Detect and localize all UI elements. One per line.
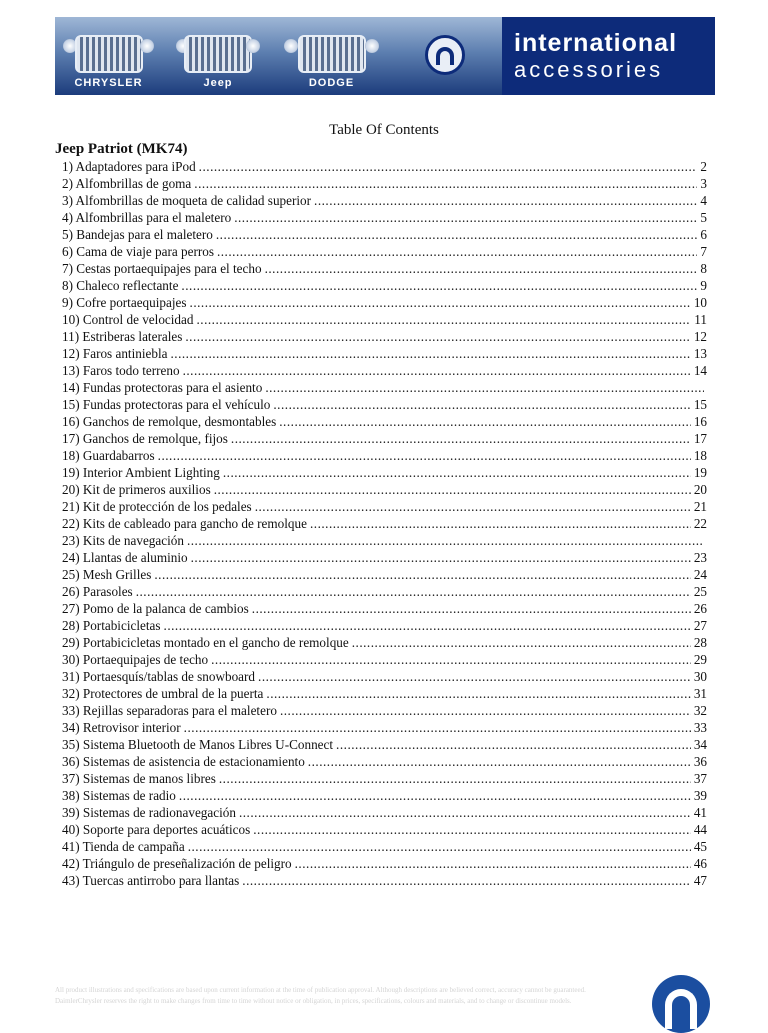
toc-entry-page: 33 — [693, 720, 707, 735]
toc-entry-page: 37 — [693, 771, 707, 786]
toc-entry-page: 32 — [693, 703, 707, 718]
toc-entry-label: 3) Alfombrillas de moqueta de calidad superior — [62, 193, 312, 208]
toc-entry[interactable] — [62, 260, 707, 277]
toc-entry-label: 26) Parasoles — [62, 584, 133, 599]
toc-entry-page: 46 — [693, 856, 707, 871]
toc-entry-page — [704, 532, 707, 549]
toc-entry[interactable] — [62, 600, 707, 617]
toc-entry[interactable] — [62, 158, 707, 175]
toc-entry-page: 21 — [693, 499, 707, 514]
toc-entry-label: 6) Cama de viaje para perros — [62, 244, 214, 259]
toc-entry[interactable] — [62, 651, 707, 668]
dot-leader — [239, 804, 691, 821]
toc-entry-page: 3 — [700, 176, 707, 191]
dot-leader — [266, 685, 690, 702]
toc-entry-label: 18) Guardabarros — [62, 448, 155, 463]
toc-entry-page: 31 — [693, 686, 707, 701]
brand-line-2: accessories — [514, 57, 664, 82]
dot-leader — [158, 447, 691, 464]
toc-entry[interactable] — [62, 549, 707, 566]
brand-block — [502, 17, 715, 95]
toc-entry-label: 22) Kits de cableado para gancho de remolque — [62, 516, 307, 531]
header-banner — [55, 17, 715, 95]
toc-entry[interactable] — [62, 379, 707, 396]
toc-entry-page: 16 — [693, 414, 707, 429]
toc-entry-page: 23 — [693, 550, 707, 565]
toc-entry-page: 20 — [693, 482, 707, 497]
toc-entry-label: 41) Tienda de campaña — [62, 839, 185, 854]
toc-entry[interactable] — [62, 447, 707, 464]
toc-entry-label: 21) Kit de protección de los pedales — [62, 499, 252, 514]
dot-leader — [184, 719, 691, 736]
toc-entry[interactable] — [62, 804, 707, 821]
toc-entry[interactable] — [62, 294, 707, 311]
toc-entry[interactable] — [62, 413, 707, 430]
grille-icon — [298, 35, 366, 73]
section-title: Jeep Patriot (MK74) — [55, 141, 188, 157]
toc-entry[interactable] — [62, 787, 707, 804]
toc-entry-page: 6 — [700, 227, 707, 242]
toc-entry-label: 31) Portaesquís/tablas de snowboard — [62, 669, 256, 684]
toc-entry[interactable] — [62, 396, 707, 413]
toc-entry[interactable] — [62, 345, 707, 362]
toc-entry-page: 14 — [693, 363, 707, 378]
dot-leader — [187, 532, 704, 549]
dot-leader — [181, 277, 697, 294]
toc-entry[interactable] — [62, 311, 707, 328]
toc-entry-label: 35) Sistema Bluetooth de Manos Libres U-Connect — [62, 737, 334, 752]
toc-entry[interactable] — [62, 277, 707, 294]
toc-entry[interactable] — [62, 872, 707, 889]
dot-leader — [196, 311, 691, 328]
toc-entry-page: 28 — [693, 635, 707, 650]
toc-entry[interactable] — [62, 634, 707, 651]
toc-entry-page: 25 — [693, 584, 707, 599]
toc-entry-label: 37) Sistemas de manos libres — [62, 771, 216, 786]
toc-entry-label: 43) Tuercas antirrobo para llantas — [62, 873, 240, 888]
toc-entry-page: 5 — [700, 210, 707, 225]
toc-entry-label: 4) Alfombrillas para el maletero — [62, 210, 232, 225]
toc-entry-page: 9 — [700, 278, 707, 293]
toc-entry[interactable] — [62, 668, 707, 685]
toc-entry-label: 13) Faros todo terreno — [62, 363, 180, 378]
dot-leader — [234, 209, 697, 226]
grille-icon — [75, 35, 143, 73]
toc-entry-label: 14) Fundas protectoras para el asiento — [62, 380, 263, 395]
toc-entry-label: 19) Interior Ambient Lighting — [62, 465, 220, 480]
mopar-logo-icon — [425, 35, 465, 75]
grille-icon — [184, 35, 252, 73]
brand-line-1: international — [514, 29, 678, 57]
dot-leader — [183, 362, 691, 379]
dot-leader — [314, 192, 697, 209]
dot-leader — [214, 481, 691, 498]
dodge-car-image — [274, 17, 389, 95]
dot-leader — [219, 770, 691, 787]
toc-entry-label: 29) Portabicicletas montado en el gancho de remolque — [62, 635, 349, 650]
dot-leader — [242, 872, 691, 889]
mopar-logo-icon — [652, 975, 710, 1033]
toc-entry-page: 17 — [693, 431, 707, 446]
toc-entry[interactable] — [62, 515, 707, 532]
toc-entry-page: 30 — [693, 669, 707, 684]
dot-leader — [252, 600, 691, 617]
chrysler-car-image — [55, 17, 162, 95]
toc-entry-page: 13 — [693, 346, 707, 361]
toc-entry-page: 10 — [693, 295, 707, 310]
headlight-icon — [246, 39, 260, 53]
toc-entry-label: 38) Sistemas de radio — [62, 788, 176, 803]
dot-leader — [185, 328, 690, 345]
headlight-icon — [284, 39, 298, 53]
dot-leader — [217, 243, 697, 260]
toc-entry-page: 15 — [693, 397, 707, 412]
toc-entry[interactable] — [62, 243, 707, 260]
dot-leader — [179, 787, 691, 804]
toc-entry-label: 27) Pomo de la palanca de cambios — [62, 601, 249, 616]
dot-leader — [170, 345, 690, 362]
toc-entry[interactable] — [62, 685, 707, 702]
toc-entry[interactable] — [62, 430, 707, 447]
toc-entry-label: 7) Cestas portaequipajes para el techo — [62, 261, 262, 276]
toc-entry[interactable] — [62, 753, 707, 770]
toc-entry-page: 41 — [693, 805, 707, 820]
page-title: Table Of Contents — [329, 122, 439, 138]
toc-entry-page: 29 — [693, 652, 707, 667]
toc-entry-label: 17) Ganchos de remolque, fijos — [62, 431, 228, 446]
toc-entry[interactable] — [62, 481, 707, 498]
toc-entry[interactable] — [62, 328, 707, 345]
toc-entry[interactable] — [62, 226, 707, 243]
toc-entry[interactable] — [62, 498, 707, 515]
toc-entry[interactable] — [62, 209, 707, 226]
toc-entry-page: 24 — [693, 567, 707, 582]
dot-leader — [352, 634, 691, 651]
disclaimer-text: All product illustrations and specifications are based upon current information at the time of publication approval. Although descriptions are believed correct, accuracy cannot be guaranteed. DaimlerChrysler reserves the right to make changes from time to time without notice or obligation, in prices, specifications, colours and materials, and to change or discontinue models. — [55, 986, 586, 1005]
toc-entry-page: 12 — [693, 329, 707, 344]
dot-leader — [223, 464, 691, 481]
toc-entry-page: 45 — [693, 839, 707, 854]
dot-leader — [280, 702, 691, 719]
headlight-icon — [140, 39, 154, 53]
jeep-car-image — [162, 17, 274, 95]
table-of-contents — [62, 158, 707, 889]
chrysler-badge: CHRYSLER — [74, 77, 143, 89]
toc-entry-label: 1) Adaptadores para iPod — [62, 159, 196, 174]
dot-leader — [164, 617, 691, 634]
mopar-car-image — [389, 17, 502, 95]
toc-entry-label: 11) Estriberas laterales — [62, 329, 183, 344]
toc-entry[interactable] — [62, 532, 707, 549]
toc-entry-label: 34) Retrovisor interior — [62, 720, 181, 735]
dot-leader — [255, 498, 691, 515]
dot-leader — [265, 379, 704, 396]
dodge-badge: DODGE — [308, 77, 355, 89]
dot-leader — [253, 821, 691, 838]
dot-leader — [188, 838, 691, 855]
toc-entry-label: 2) Alfombrillas de goma — [62, 176, 192, 191]
toc-entry-label: 5) Bandejas para el maletero — [62, 227, 213, 242]
headlight-icon — [365, 39, 379, 53]
dot-leader — [199, 158, 698, 175]
toc-entry-page: 34 — [693, 737, 707, 752]
toc-entry-label: 9) Cofre portaequipajes — [62, 295, 187, 310]
toc-entry[interactable] — [62, 736, 707, 753]
toc-entry[interactable] — [62, 566, 707, 583]
toc-entry-page: 4 — [700, 193, 707, 208]
toc-entry[interactable] — [62, 719, 707, 736]
toc-entry[interactable] — [62, 175, 707, 192]
toc-entry-label: 24) Llantas de aluminio — [62, 550, 188, 565]
toc-entry-page: 7 — [700, 244, 707, 259]
toc-entry-label: 40) Soporte para deportes acuáticos — [62, 822, 251, 837]
dot-leader — [136, 583, 691, 600]
dot-leader — [336, 736, 691, 753]
toc-entry-label: 15) Fundas protectoras para el vehículo — [62, 397, 271, 412]
toc-entry-page: 44 — [693, 822, 707, 837]
toc-entry-label: 36) Sistemas de asistencia de estacionamiento — [62, 754, 305, 769]
toc-entry-page: 22 — [693, 516, 707, 531]
dot-leader — [308, 753, 691, 770]
toc-entry[interactable] — [62, 821, 707, 838]
dot-leader — [258, 668, 691, 685]
jeep-badge: Jeep — [203, 77, 233, 89]
dot-leader — [216, 226, 698, 243]
toc-entry[interactable] — [62, 192, 707, 209]
toc-entry-label: 23) Kits de navegación — [62, 533, 184, 548]
toc-entry-label: 20) Kit de primeros auxilios — [62, 482, 211, 497]
toc-entry-label: 8) Chaleco reflectante — [62, 278, 179, 293]
toc-entry[interactable] — [62, 464, 707, 481]
dot-leader — [310, 515, 691, 532]
dot-leader — [265, 260, 698, 277]
toc-entry-page: 18 — [693, 448, 707, 463]
toc-entry-page: 47 — [693, 873, 707, 888]
dot-leader — [154, 566, 690, 583]
dot-leader — [231, 430, 691, 447]
toc-entry-page: 19 — [693, 465, 707, 480]
dot-leader — [194, 175, 697, 192]
dot-leader — [295, 855, 691, 872]
toc-entry[interactable] — [62, 583, 707, 600]
toc-entry-page: 2 — [700, 159, 707, 174]
toc-entry-page: 8 — [700, 261, 707, 276]
dot-leader — [191, 549, 691, 566]
toc-entry-label: 25) Mesh Grilles — [62, 567, 152, 582]
toc-entry[interactable] — [62, 855, 707, 872]
toc-entry[interactable] — [62, 838, 707, 855]
toc-entry[interactable] — [62, 362, 707, 379]
toc-entry-label: 30) Portaequipajes de techo — [62, 652, 209, 667]
toc-entry-label: 10) Control de velocidad — [62, 312, 194, 327]
dot-leader — [273, 396, 690, 413]
toc-entry-label: 28) Portabicicletas — [62, 618, 161, 633]
toc-entry-label: 12) Faros antiniebla — [62, 346, 168, 361]
toc-entry-page: 11 — [694, 312, 707, 327]
toc-entry-page: 27 — [693, 618, 707, 633]
toc-entry-page: 26 — [693, 601, 707, 616]
toc-entry-page: 36 — [693, 754, 707, 769]
toc-entry-label: 32) Protectores de umbral de la puerta — [62, 686, 264, 701]
toc-entry-page: 39 — [693, 788, 707, 803]
toc-entry-label: 42) Triángulo de preseñalización de peligro — [62, 856, 292, 871]
toc-entry[interactable] — [62, 702, 707, 719]
toc-entry-label: 16) Ganchos de remolque, desmontables — [62, 414, 277, 429]
dot-leader — [190, 294, 691, 311]
dot-leader — [211, 651, 691, 668]
toc-entry[interactable] — [62, 770, 707, 787]
toc-entry[interactable] — [62, 617, 707, 634]
toc-entry-page — [704, 379, 707, 396]
toc-entry-label: 39) Sistemas de radionavegación — [62, 805, 236, 820]
toc-entry-label: 33) Rejillas separadoras para el maletero — [62, 703, 277, 718]
dot-leader — [279, 413, 691, 430]
